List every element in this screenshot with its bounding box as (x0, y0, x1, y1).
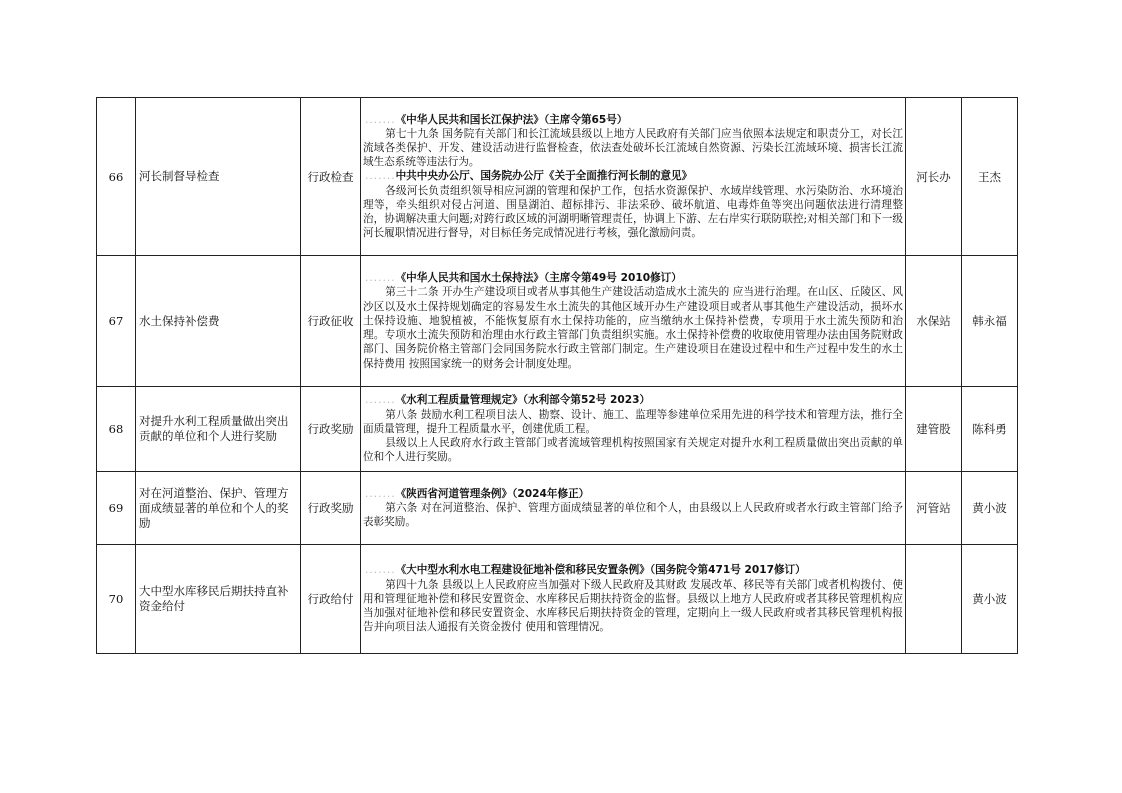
responsible-person: 黄小波 (962, 545, 1018, 654)
table-row (97, 256, 1018, 387)
legal-basis (361, 387, 906, 472)
table-row (97, 98, 1018, 256)
item-name: 水土保持补偿费 (136, 256, 301, 387)
item-type: 行政给付 (301, 545, 361, 654)
law-text: 第六条 对在河道整治、保护、管理方面成绩显著的单位和个人，由县级以上人民政府或者水行政主管部门给予表彰奖励。 (363, 501, 903, 529)
responsible-person: 王杰 (962, 98, 1018, 256)
item-type: 行政检查 (301, 98, 361, 256)
item-type: 行政奖励 (301, 387, 361, 472)
row-number: 67 (97, 256, 136, 387)
row-number: 66 (97, 98, 136, 256)
responsibility-table (96, 97, 1018, 654)
item-name: 对提升水利工程质量做出突出贡献的单位和个人进行奖励 (136, 387, 301, 472)
law-text: 各级河长负责组织领导相应河湖的管理和保护工作，包括水资源保护、水域岸线管理、水污染防治、水环境治理等，牵头组织对侵占河道、围垦湖泊、超标排污、非法采砂、破坏航道、电毒炸鱼等突出问题依法进行清理整治，协调解决重大问题;对跨行政区域的河湖明晰管理责任，协调上下游、左右岸实行联防联控;对相关部门和下一级河长履职情况进行督导，对目标任务完成情况进行考核，强化激励问责。 (363, 184, 903, 240)
law-title: .......中共中央办公厅、国务院办公厅《关于全面推行河长制的意见》 (365, 170, 693, 183)
row-number: 69 (97, 472, 136, 545)
department: 河管站 (906, 472, 962, 545)
legal-basis (361, 256, 906, 387)
law-text: 第七十九条 国务院有关部门和长江流域县级以上地方人民政府有关部门应当依照本法规定和职责分工，对长江流域各类保护、开发、建设活动进行监督检查，依法查处破坏长江流域自然资源、污染长江流域环境、损害长江流域生态系统等违法行为。 (363, 127, 903, 169)
department: 建管股 (906, 387, 962, 472)
law-title: .......《中华人民共和国水土保持法》（主席令第49号 2010修订） (365, 272, 682, 285)
responsible-person: 陈科勇 (962, 387, 1018, 472)
legal-basis (361, 472, 906, 545)
item-name: 对在河道整治、保护、管理方面成绩显著的单位和个人的奖励 (136, 472, 301, 545)
row-number: 70 (97, 545, 136, 654)
law-title: .......《大中型水利水电工程建设征地补偿和移民安置条例》（国务院令第471号 2017修订） (365, 564, 806, 577)
item-type: 行政征收 (301, 256, 361, 387)
law-title: .......《陕西省河道管理条例》（2024年修正） (365, 487, 590, 500)
item-name: 大中型水库移民后期扶持直补资金给付 (136, 545, 301, 654)
table-row (97, 472, 1018, 545)
department: 河长办 (906, 98, 962, 256)
legal-basis (361, 545, 906, 654)
item-name: 河长制督导检查 (136, 98, 301, 256)
department: 水保站 (906, 256, 962, 387)
law-text: 第八条 鼓励水利工程项目法人、勘察、设计、施工、监理等参建单位采用先进的科学技术和管理方法，推行全面质量管理，提升工程质量水平，创建优质工程。 (363, 408, 903, 435)
law-title: .......《中华人民共和国长江保护法》（主席令第65号） (365, 113, 628, 126)
law-text: 县级以上人民政府水行政主管部门或者流域管理机构按照国家有关规定对提升水利工程质量做出突出贡献的单位和个人进行奖励。 (363, 437, 903, 464)
responsible-person: 韩永福 (962, 256, 1018, 387)
law-text: 第三十二条 开办生产建设项目或者从事其他生产建设活动造成水土流失的 应当进行治理。在山区、丘陵区、风沙区以及水土保持规划确定的容易发生水土流失的其他区域开办生产建设项目或者从事其他生产建设活动，损坏水土保持设施、地貌植被，不能恢复原有水土保持功能的，应当缴纳水土保持补偿费，专项用于水土流失预防和治理。专项水土流失预防和治理由水行政主管部门负责组织实施。水土保持补偿费的收取使用管理办法由国务院财政部门、国务院价格主管部门会同国务院水行政主管部门制定。生产建设项目在建设过程中和生产过程中发生的水土保持费用 按照国家统一的财务会计制度处理。 (363, 286, 903, 370)
table-row (97, 387, 1018, 472)
responsible-person: 黄小波 (962, 472, 1018, 545)
item-type: 行政奖励 (301, 472, 361, 545)
legal-basis (361, 98, 906, 256)
law-text: 第四十九条 县级以上人民政府应当加强对下级人民政府及其财政 发展改革、移民等有关部门或者机构拨付、使用和管理征地补偿和移民安置资金、水库移民后期扶持资金的监督。县级以上地方人民政府或者其移民管理机构应当加强对征地补偿和移民安置资金、水库移民后期扶持资金的管理，定期向上一级人民政府或者其移民管理机构报告并向项目法人通报有关资金拨付 使用和管理情况。 (363, 578, 903, 634)
law-title: .......《水利工程质量管理规定》（水利部令第52号 2023） (365, 394, 651, 407)
row-number: 68 (97, 387, 136, 472)
table-row (97, 545, 1018, 654)
department (906, 545, 962, 654)
